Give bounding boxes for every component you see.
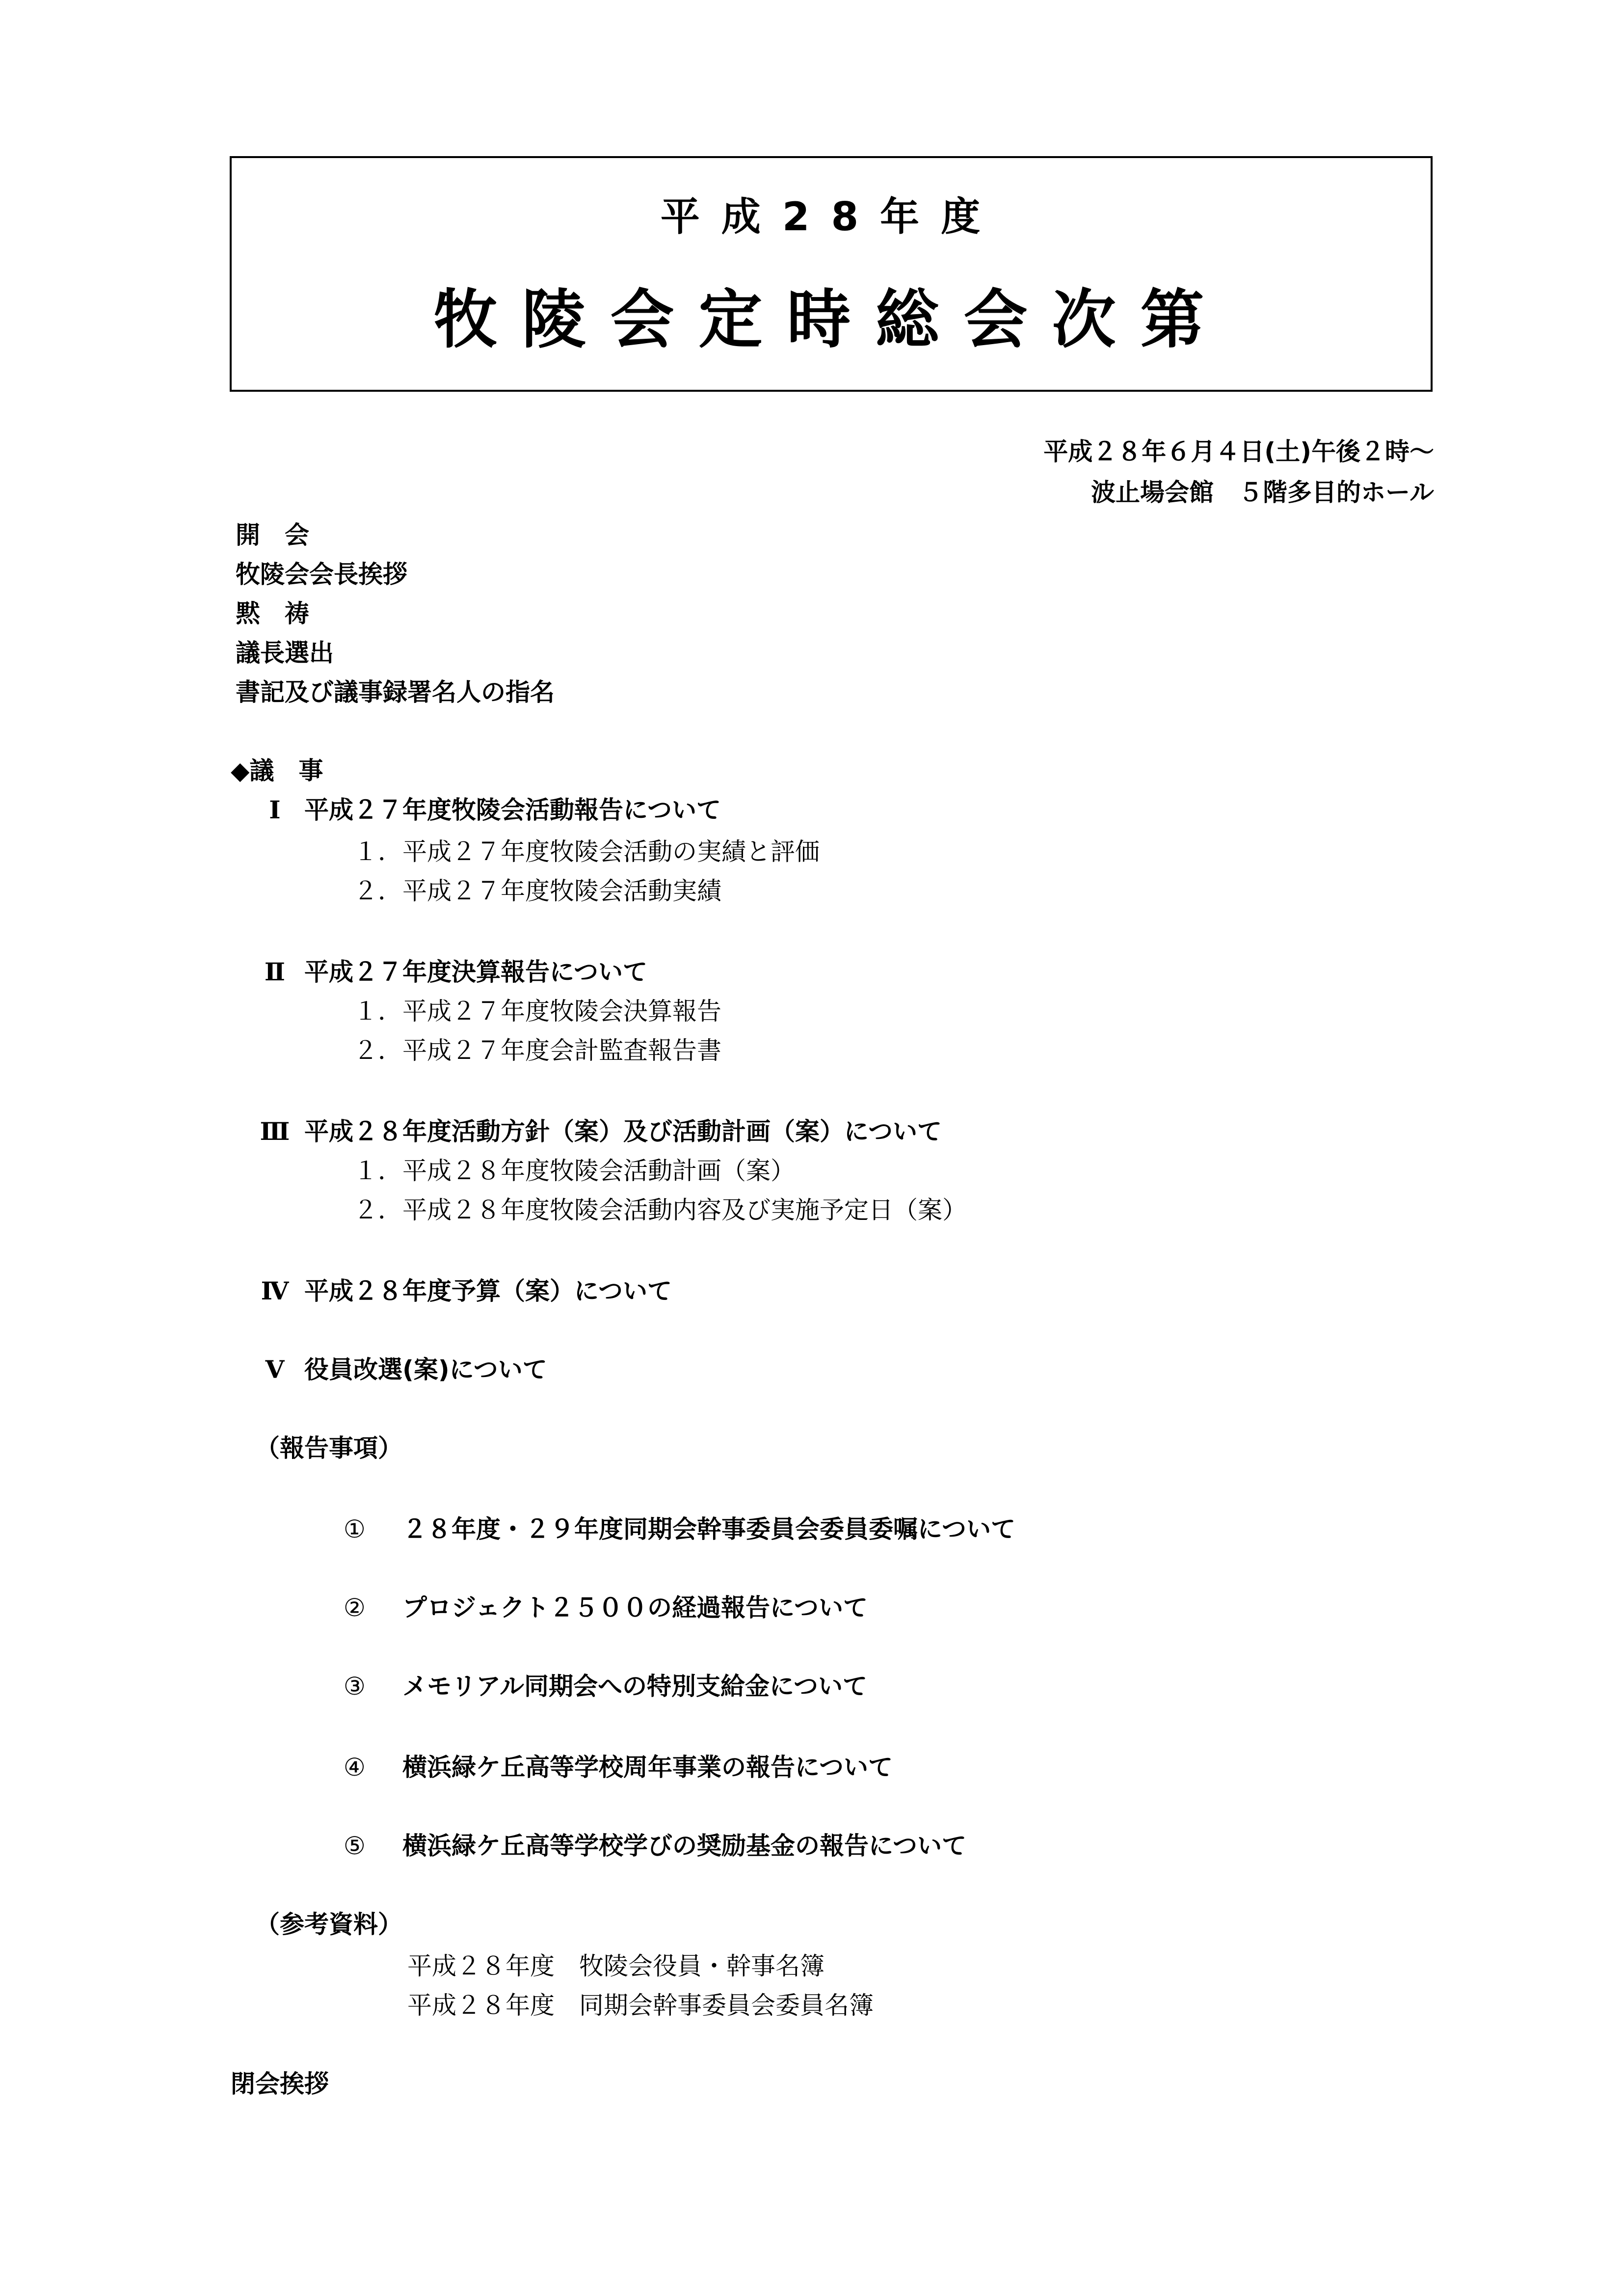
subitem-number: １． (353, 837, 402, 866)
opening-item: 牧陵会会長挨拶 (236, 560, 407, 589)
agenda-subitem (353, 1038, 721, 1063)
opening-item: 書記及び議事録署名人の指名 (236, 678, 555, 706)
reference-item: 平成２８年度 同期会幹事委員会委員名簿 (407, 1991, 874, 2020)
report-label: プロジェクト２５００の経過報告について (402, 1594, 868, 1622)
report-item (344, 1755, 893, 1780)
opening-item: 黙 祷 (236, 599, 309, 628)
section-label: 平成２７年度決算報告について (304, 958, 647, 986)
report-label: 横浜緑ケ丘高等学校学びの奨励基金の報告について (402, 1832, 966, 1860)
subitem-label: 平成２７年度会計監査報告書 (402, 1036, 721, 1065)
section-numeral: Ⅳ (261, 1276, 289, 1305)
section-label: 役員改選(案)について (304, 1355, 547, 1384)
report-item (344, 1834, 966, 1858)
section-numeral: Ⅰ (269, 795, 281, 824)
report-label: ２８年度・２９年度同期会幹事委員会委員委嘱について (402, 1515, 1015, 1543)
meeting-venue: 波止場会館 ５階多目的ホール (1091, 478, 1434, 507)
closing-item: 閉会挨拶 (231, 2070, 329, 2098)
agenda-heading: ◆議 事 (231, 756, 323, 785)
subitem-label: 平成２７年度牧陵会活動実績 (402, 877, 721, 905)
subitem-number: ２． (353, 1196, 402, 1224)
subitem-number: １． (353, 1157, 402, 1185)
reference-item: 平成２８年度 牧陵会役員・幹事名簿 (407, 1952, 825, 1980)
section-numeral: Ⅱ (264, 957, 286, 986)
report-number: ⑤ (344, 1832, 366, 1860)
report-item (344, 1674, 867, 1699)
agenda-subitem (353, 999, 721, 1024)
subitem-label: 平成２７年度牧陵会決算報告 (402, 997, 721, 1026)
agenda-section (245, 1357, 547, 1382)
subitem-label: 平成２７年度牧陵会活動の実績と評価 (402, 837, 820, 866)
section-numeral: Ⅲ (260, 1117, 290, 1146)
agenda-section (245, 1119, 942, 1144)
agenda-section (245, 1276, 672, 1305)
meeting-datetime: 平成２８年６月４日(土)午後２時～ (1043, 437, 1434, 466)
section-label: 平成２７年度牧陵会活動報告について (304, 796, 721, 824)
report-number: ④ (344, 1753, 366, 1782)
subitem-number: ２． (353, 1036, 402, 1065)
agenda-subitem (353, 1159, 795, 1183)
report-number: ① (344, 1515, 366, 1543)
report-label: 横浜緑ケ丘高等学校周年事業の報告について (402, 1753, 893, 1782)
agenda-subitem (353, 879, 721, 903)
agenda-section (245, 795, 721, 824)
report-number: ② (344, 1594, 366, 1622)
opening-item: 議長選出 (236, 639, 334, 667)
report-label: メモリアル同期会への特別支給金について (402, 1672, 867, 1701)
opening-item: 開 会 (236, 521, 309, 549)
page-title: 牧陵会定時総会次第 (433, 282, 1229, 357)
agenda-subitem (353, 1198, 967, 1222)
agenda-section (245, 957, 647, 986)
report-number: ③ (344, 1672, 366, 1701)
section-label: 平成２８年度活動方針（案）及び活動計画（案）について (304, 1117, 942, 1146)
title-year: 平成28年度 (660, 194, 1002, 240)
report-item (344, 1517, 1015, 1541)
subitem-number: １． (353, 997, 402, 1026)
subitem-label: 平成２８年度牧陵会活動内容及び実施予定日（案） (402, 1196, 967, 1224)
title-box (230, 156, 1433, 392)
subitem-label: 平成２８年度牧陵会活動計画（案） (402, 1157, 795, 1185)
section-numeral: Ⅴ (265, 1355, 285, 1384)
section-label: 平成２８年度予算（案）について (304, 1277, 672, 1305)
subitem-number: ２． (353, 877, 402, 905)
report-item (344, 1595, 868, 1620)
reports-heading: （報告事項） (255, 1434, 402, 1462)
agenda-subitem (353, 839, 820, 864)
references-heading: （参考資料） (255, 1910, 402, 1939)
